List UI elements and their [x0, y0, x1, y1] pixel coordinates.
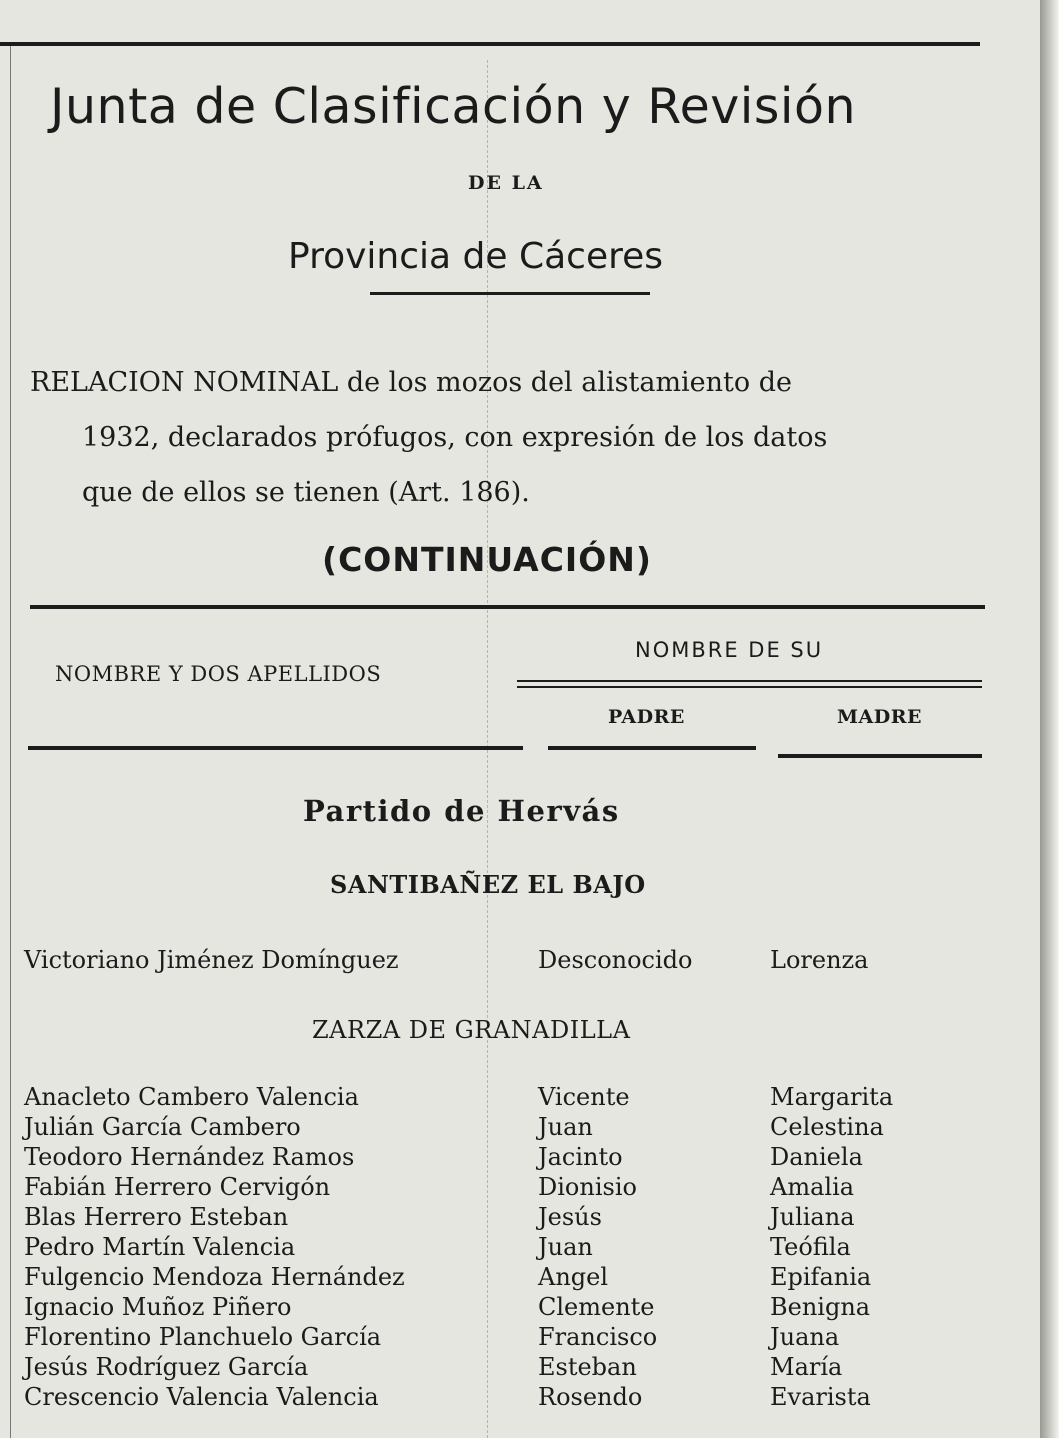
- header-nombre-de-su: NOMBRE DE SU: [635, 638, 824, 662]
- row-nombre: Jesús Rodríguez García: [24, 1353, 309, 1381]
- header-rule-left: [28, 746, 523, 750]
- town-heading: ZARZA DE GRANADILLA: [312, 1016, 631, 1044]
- province-title: Provincia de Cáceres: [288, 236, 664, 277]
- top-rule: [0, 42, 980, 46]
- row-padre: Rosendo: [538, 1383, 643, 1411]
- row-nombre: Julián García Cambero: [24, 1113, 301, 1141]
- table-row: [0, 1353, 1000, 1383]
- relacion-line-2: 1932, declarados prófugos, con expresión de los datos: [82, 422, 828, 453]
- page-edge-shadow: [1040, 0, 1059, 1438]
- header-padre: PADRE: [608, 706, 685, 728]
- row-padre: Jesús: [538, 1203, 602, 1231]
- row-nombre: Fabián Herrero Cervigón: [24, 1173, 331, 1201]
- row-nombre: Pedro Martín Valencia: [24, 1233, 296, 1261]
- section-rule: [30, 605, 985, 609]
- relacion-line-3: que de ellos se tienen (Art. 186).: [82, 477, 530, 508]
- row-padre: Desconocido: [538, 946, 693, 974]
- row-madre: Juana: [770, 1323, 840, 1351]
- town-heading: SANTIBAÑEZ EL BAJO: [330, 870, 646, 899]
- row-padre: Juan: [538, 1113, 593, 1141]
- row-padre: Clemente: [538, 1293, 655, 1321]
- row-nombre: Fulgencio Mendoza Hernández: [24, 1263, 405, 1291]
- page-title: Junta de Clasificación y Revisión: [50, 78, 857, 135]
- header-nombre: NOMBRE Y DOS APELLIDOS: [55, 662, 382, 686]
- row-nombre: Florentino Planchuelo García: [24, 1323, 382, 1351]
- table-row: [0, 1383, 1000, 1413]
- table-row: [0, 1263, 1000, 1293]
- header-madre: MADRE: [837, 706, 923, 728]
- header-rule-top: [517, 680, 982, 682]
- row-madre: Amalia: [770, 1173, 855, 1201]
- table-row: [0, 1173, 1000, 1203]
- table-row: [0, 1143, 1000, 1173]
- row-madre: Evarista: [770, 1383, 871, 1411]
- title-connector: DE LA: [468, 172, 544, 194]
- row-padre: Angel: [538, 1263, 609, 1291]
- row-madre: Juliana: [770, 1203, 855, 1231]
- table-row: [0, 1293, 1000, 1323]
- row-padre: Juan: [538, 1233, 593, 1261]
- title-underline: [370, 292, 650, 295]
- continuation-heading: (CONTINUACIÓN): [322, 540, 652, 579]
- row-madre: Epifania: [770, 1263, 872, 1291]
- header-rule-top-2: [517, 686, 982, 688]
- row-nombre: Ignacio Muñoz Piñero: [24, 1293, 292, 1321]
- table-row: [0, 1083, 1000, 1113]
- table-row: [0, 1113, 1000, 1143]
- row-nombre: Teodoro Hernández Ramos: [24, 1143, 355, 1171]
- header-rule-madre: [778, 754, 982, 758]
- row-madre: Daniela: [770, 1143, 863, 1171]
- table-row: [0, 1233, 1000, 1263]
- row-madre: Teófila: [770, 1233, 851, 1261]
- row-padre: Dionisio: [538, 1173, 637, 1201]
- partido-heading: Partido de Hervás: [303, 794, 620, 828]
- row-nombre: Crescencio Valencia Valencia: [24, 1383, 379, 1411]
- row-madre: Margarita: [770, 1083, 894, 1111]
- row-padre: Francisco: [538, 1323, 658, 1351]
- table-row: [0, 946, 1000, 976]
- relacion-line-1: RELACION NOMINAL de los mozos del alistamiento de: [30, 367, 792, 398]
- table-row: [0, 1203, 1000, 1233]
- row-padre: Vicente: [538, 1083, 630, 1111]
- row-madre: María: [770, 1353, 843, 1381]
- table-row: [0, 1323, 1000, 1353]
- row-nombre: Blas Herrero Esteban: [24, 1203, 289, 1231]
- row-madre: Lorenza: [770, 946, 869, 974]
- row-madre: Benigna: [770, 1293, 871, 1321]
- row-nombre: Victoriano Jiménez Domínguez: [24, 946, 399, 974]
- row-padre: Jacinto: [538, 1143, 623, 1171]
- row-madre: Celestina: [770, 1113, 884, 1141]
- row-nombre: Anacleto Cambero Valencia: [24, 1083, 359, 1111]
- row-padre: Esteban: [538, 1353, 637, 1381]
- header-rule-padre: [548, 746, 756, 750]
- relacion-paragraph: [30, 355, 990, 520]
